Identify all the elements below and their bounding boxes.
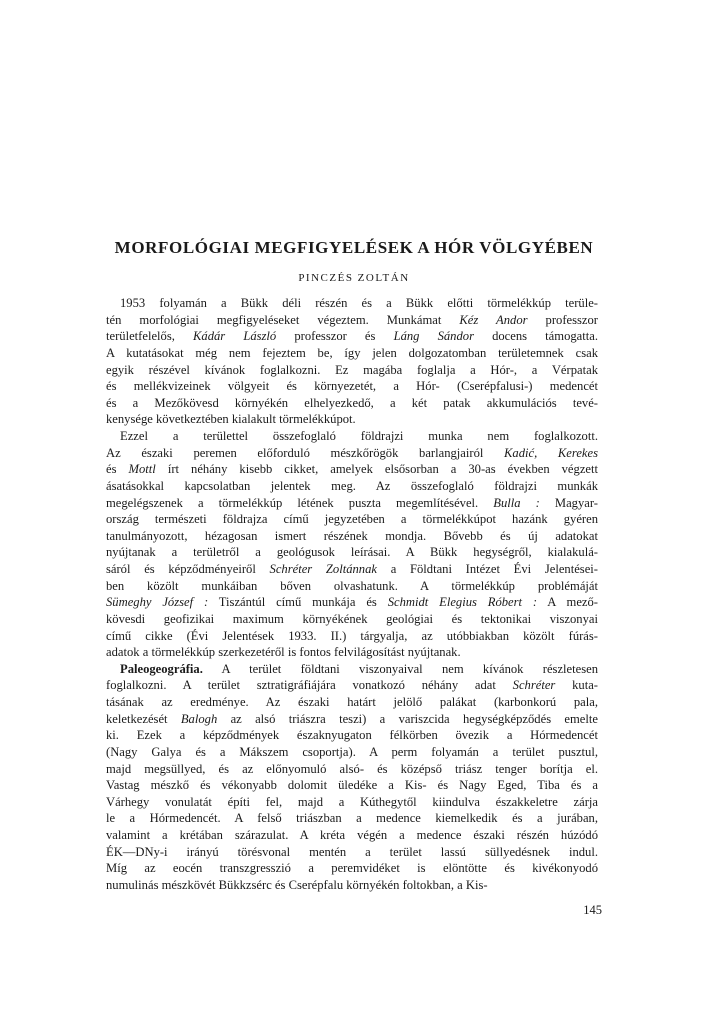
text-line [106,378,598,395]
text-line [106,628,598,645]
text-segment: Az északi peremen előforduló mészkőrögök barlangjairól [106,445,505,460]
text-line [106,478,598,495]
text-segment: című cikke (Évi Jelentések 1933. II.) tárgyalja, az utóbbiakban közölt fúrás- [106,628,598,643]
text-segment: foglalkozni. A terület sztratigráfiájára vonatkozó néhány adat [106,678,513,693]
text-segment: tanulmányozott, hézagosan ismert részének mondja. Bővebb és új adatokat [106,528,598,543]
text-segment: (Nagy Galya és a Mákszem csoportja). A perm folyamán a terület pusztul, [106,744,598,759]
text-line [106,428,598,445]
text-segment: le a Hórmedencét. A felső triászban a medence kiemelkedik és a jurában, [106,811,598,826]
text-line [106,528,598,545]
text-segment: ország természeti földrajza című jegyzetében a törmelékkúpot hazánk gyéren [106,512,598,527]
article-title: MORFOLÓGIAI MEGFIGYELÉSEK A HÓR VÖLGYÉBEN [114,238,594,257]
text-line [106,578,598,595]
text-segment: numulinás mészkövét Bükkzsérc és Cserépfalu környékén foltokban, a Kis- [106,877,488,892]
text-line [106,644,598,661]
text-line [106,727,598,744]
text-line [106,677,598,694]
italic-name: Mottl [128,462,156,477]
text-segment: Vastag mészkő és vékonyabb dolomit üledéke a Kis- és Nagy Eged, Tiba és a [106,778,598,793]
text-segment: ki. Ezek a képződmények északnyugaton félkörben övezik a Hórmedencét [106,728,598,743]
text-segment: ben közölt munkáiban bőven olvashatunk. A törmelékkúp problémáját [106,578,598,593]
text-line [106,461,598,478]
text-line [106,544,598,561]
text-line [106,362,598,379]
italic-name: Sümeghy József : [106,595,209,610]
text-line [106,345,598,362]
text-segment: területfelelős, [106,329,194,344]
text-segment: keletkezését [106,711,181,726]
italic-name: Schréter [512,678,556,693]
italic-name: Kéz Andor [459,312,528,327]
text-line [106,561,598,578]
text-segment: professzor [527,312,598,327]
text-segment: kövesdi geofizikai maximum környékének geológiai és tektonikai viszonyai [106,611,598,626]
section-heading: Paleogeográfia. [120,661,203,676]
paragraph [106,295,598,428]
text-line [106,295,598,312]
text-line [106,777,598,794]
italic-name: Bulla : [493,495,540,510]
text-segment: Tiszántúl című munkája és [208,595,388,610]
text-line [106,860,598,877]
text-segment: és mellékvizeinek völgyeit és környezetét, a Hór- (Cserépfalusi-) medencét [106,379,598,394]
text-line [106,511,598,528]
text-segment: professzor és [276,329,394,344]
text-segment: A kutatásokat még nem fejeztem be, így jelen dolgozatomban területemnek csak [106,345,598,360]
text-line [106,395,598,412]
text-line [106,761,598,778]
text-segment: kuta- [555,678,598,693]
italic-name: Balogh [180,711,218,726]
text-line [106,445,598,462]
text-line [106,844,598,861]
italic-name: Láng Sándor [393,329,474,344]
text-segment: valamint a krétában szárazulat. A kréta végén a medence északi részén húzódó [106,828,598,842]
text-segment: Várhegy vonulatát építi fel, majd a Kúthegytől kiindulva északkeletre zárja [106,794,598,809]
text-segment: Ezzel a területtel összefoglaló földrajzi munka nem foglalkozott. [120,429,598,443]
text-segment: majd megsüllyed, és az előnyomuló alsó- és középső triász tenger borítja el. [106,761,598,776]
italic-name: Kádár László [193,329,277,344]
text-segment: ÉK—DNy-i irányú törésvonal mentén a terület lassú süllyedésnek indul. [106,844,598,859]
text-line [106,611,598,628]
paragraph [106,661,598,894]
text-segment: docens támogatta. [473,329,598,344]
text-line [106,495,598,512]
text-segment: nyújtanak a területről a geológusok leírásai. A Bükk hegységről, kialakulá- [106,545,598,560]
text-segment: ásatásokkal kapcsolatban jelentek meg. Az összefoglaló földrajzi munkák [106,478,598,493]
italic-name: Schmidt Elegius Róbert : [387,595,538,610]
text-segment: a Földtani Intézet Évi Jelentései- [376,562,598,576]
text-segment: tásának az eredménye. Az északi határt jelölő palákat (karbonkorú pala, [106,695,598,709]
text-segment: az alsó triászra teszi) a variszcida hegységképződés emelte [217,711,598,726]
text-segment: sáról és képződményeiről [106,562,270,576]
text-line [106,711,598,728]
text-segment: írt néhány kisebb cikket, amelyek elsősorban a 30-as években végzett [155,462,598,477]
text-segment: A terület földtani viszonyaival nem kívánok részletesen [202,661,598,676]
text-segment: 1953 folyamán a Bükk déli részén és a Bükk előtti törmelékkúp terüle- [120,296,598,310]
paragraph [106,428,598,661]
text-line [106,312,598,329]
text-segment: adatok a törmelékkúp szerkezetéről is fontos felvilágosítást nyújtanak. [106,645,461,660]
text-segment: tén morfológiai megfigyeléseket végeztem. Munkámat [106,312,460,327]
text-line [106,744,598,761]
text-segment: A mező- [537,595,599,610]
text-line [106,594,598,611]
text-line [106,661,598,678]
article-body [106,295,598,894]
italic-name: Kadić, Kerekes [504,445,598,460]
text-segment: megelégszenek a törmelékkúp létének puszta megemlítésével. [106,495,494,510]
text-line [106,877,598,894]
italic-name: Schréter Zoltánnak [269,562,377,576]
text-line [106,411,598,428]
text-line [106,694,598,711]
text-line [106,827,598,844]
text-segment: Míg az eocén transzgresszió a peremvidéket is elöntötte és kivékonyodó [106,861,598,876]
article-author: PINCZÉS ZOLTÁN [298,272,410,284]
text-segment: egyik részével kívánok foglalkozni. Ez magába foglalja a Hór-, a Vérpatak [106,362,598,377]
text-segment: és a Mezőkövesd környékén elhelyezkedő, a két patak akkumulációs tevé- [106,395,598,410]
text-segment: Magyar- [539,495,598,510]
text-segment: kenysége következtében kialakult törmelékkúpot. [106,412,356,427]
text-line [106,794,598,811]
text-line [106,810,598,827]
page-number: 145 [583,903,602,917]
text-segment: és [106,462,129,477]
text-line [106,328,598,345]
